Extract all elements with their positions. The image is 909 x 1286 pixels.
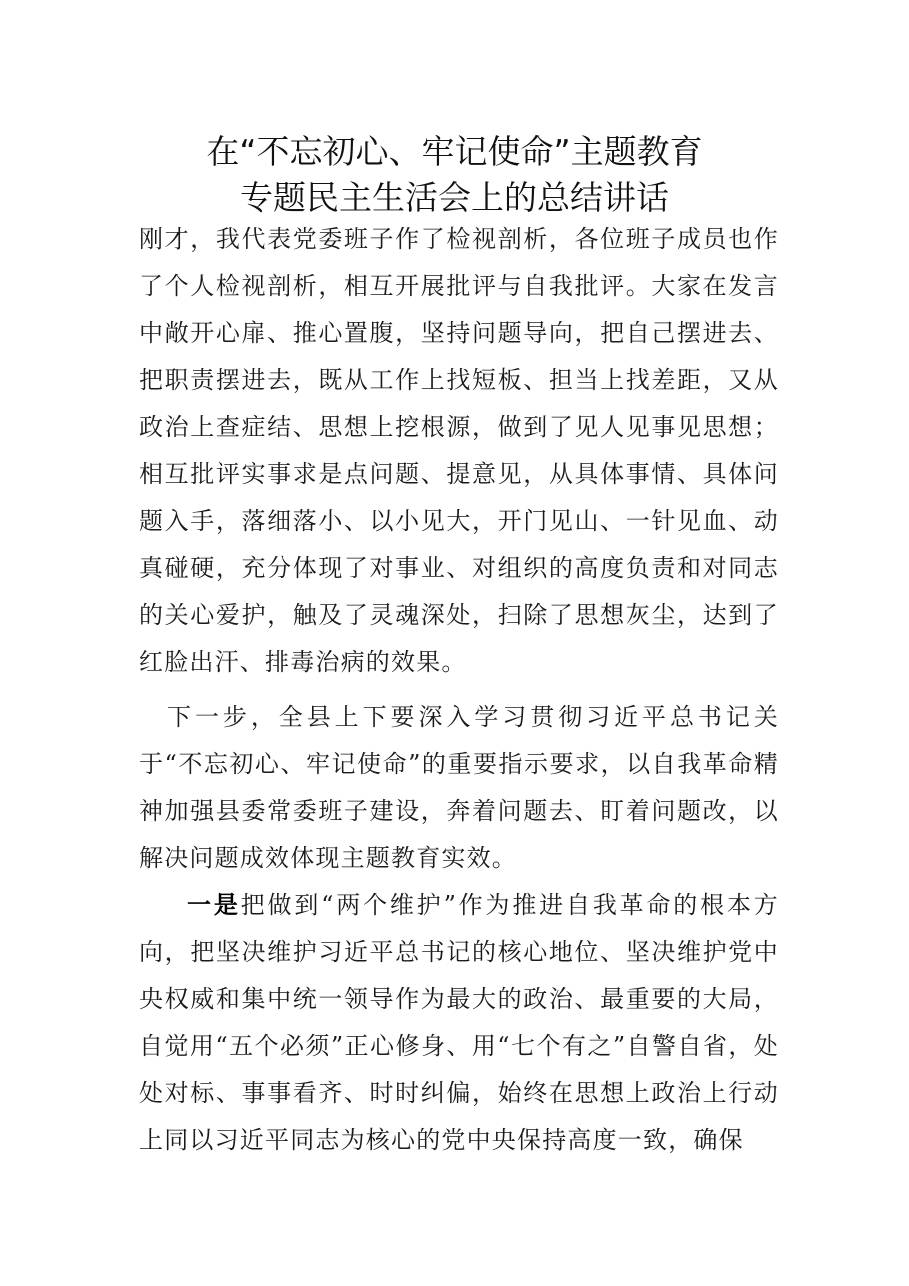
point-one-body: 把做到“两个维护”作为推进自我革命的根本方向，把坚决维护习近平总书记的核心地位、坚决维护党中央权威和集中统一领导作为最大的政治、最重要的大局，自觉用“五个必须”正心修身、用“七个有之”自警自省，处处对标、事事看齐、时时纠偏，始终在思想上政治上行动上同以习近平同志为核心的党中央保持高度一致，确保 <box>139 891 779 1154</box>
paragraph-intro: 刚才，我代表党委班子作了检视剖析，各位班子成员也作了个人检视剖析，相互开展批评与自我批评。大家在发言中敞开心扉、推心置腹，坚持问题导向，把自己摆进去、把职责摆进去，既从工作上找短板、担当上找差距，又从政治上查症结、思想上挖根源，做到了见人见事见思想；相互批评实事求是点问题、提意见，从具体事情、具体问题入手，落细落小、以小见大，开门见山、一针见血、动真碰硬，充分体现了对事业、对组织的高度负责和对同志的关心爱护，触及了灵魂深处，扫除了思想灰尘，达到了红脸出汗、排毒治病的效果。 <box>139 225 779 676</box>
point-one-lead: 一是 <box>187 891 241 919</box>
paragraph-point-one <box>139 882 779 1164</box>
document-title-line-1: 在“不忘初心、牢记使命”主题教育 <box>206 132 703 171</box>
paragraph-next-step: 下一步，全县上下要深入学习贯彻习近平总书记关于“不忘初心、牢记使命”的重要指示要求，以自我革命精神加强县委常委班子建设，奔着问题去、盯着问题改，以解决问题成效体现主题教育实效。 <box>139 703 779 872</box>
document-title-line-2: 专题民主生活会上的总结讲话 <box>240 178 669 217</box>
